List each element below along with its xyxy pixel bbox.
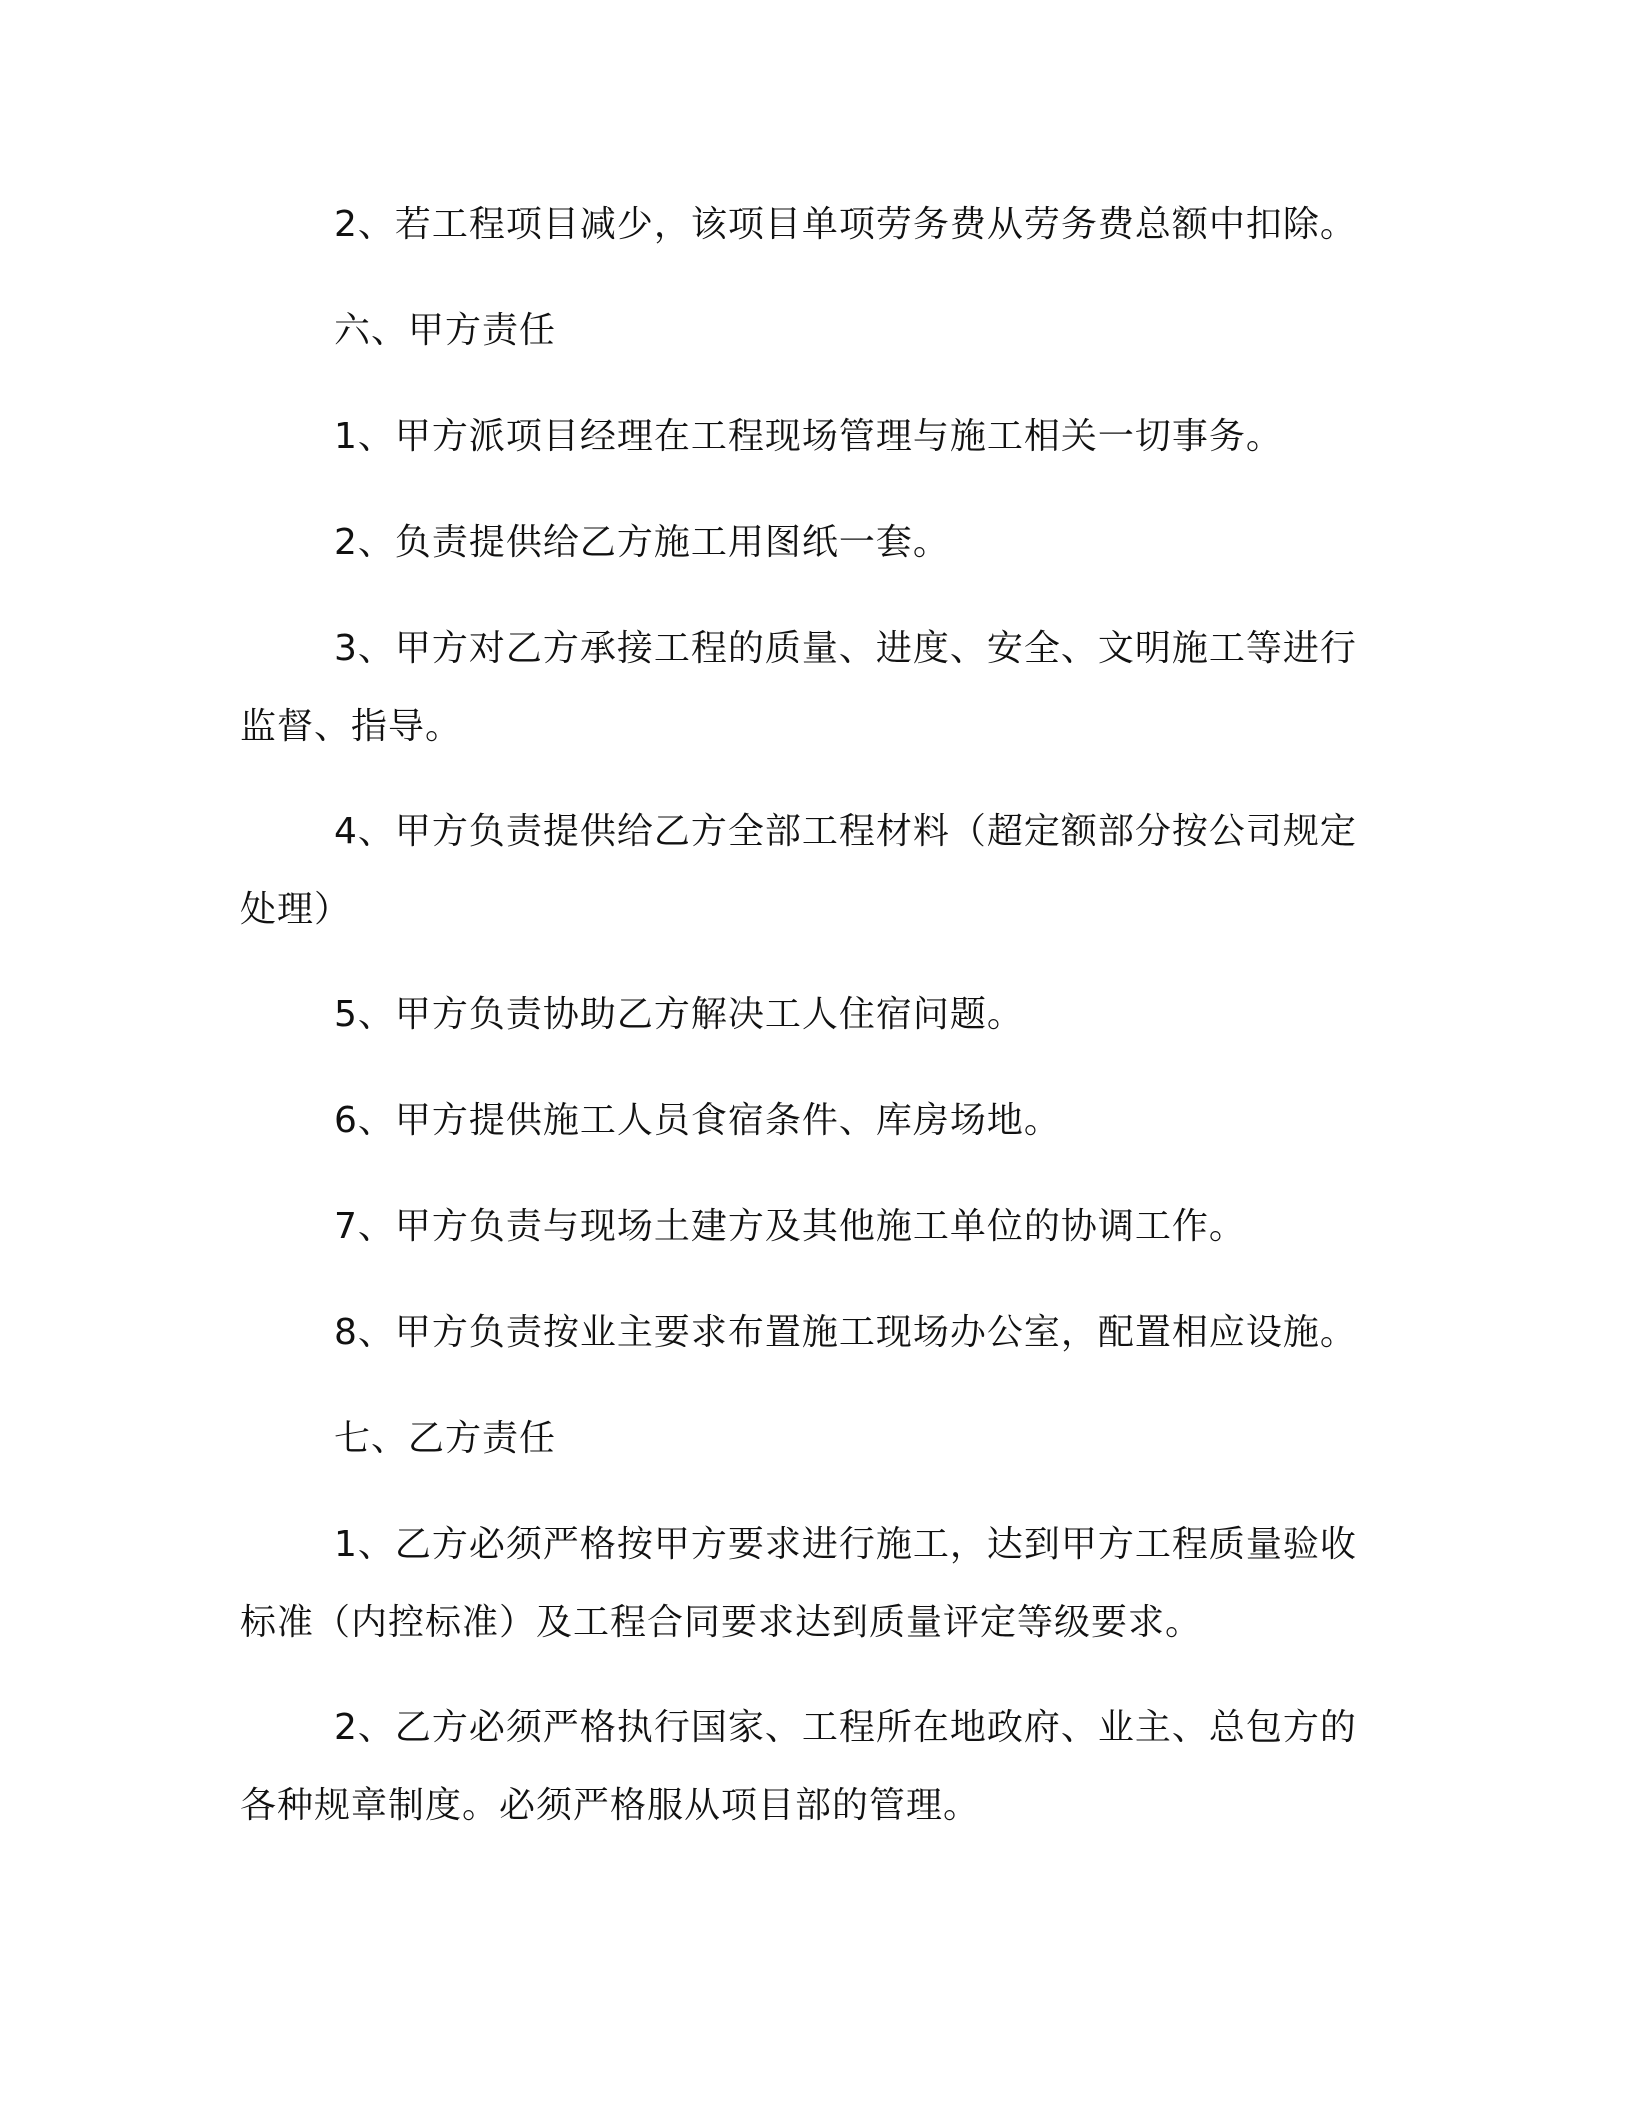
paragraph-party-a-item-3: 3、甲方对乙方承接工程的质量、进度、安全、文明施工等进行监督、指导。	[240, 628, 1357, 747]
paragraph-party-b-item-1: 1、乙方必须严格按甲方要求进行施工，达到甲方工程质量验收标准（内控标准）及工程合同要求达到质量评定等级要求。	[240, 1524, 1357, 1643]
paragraph-labor-fee-deduction: 2、若工程项目减少，该项目单项劳务费从劳务费总额中扣除。	[334, 204, 1357, 245]
paragraph-party-a-item-7: 7、甲方负责与现场土建方及其他施工单位的协调工作。	[334, 1206, 1246, 1247]
paragraph-party-b-item-2: 2、乙方必须严格执行国家、工程所在地政府、业主、总包方的各种规章制度。必须严格服从项目部的管理。	[240, 1707, 1357, 1826]
section-heading-party-b-responsibilities: 七、乙方责任	[334, 1418, 557, 1459]
document-body	[240, 186, 1360, 1845]
paragraph-party-a-item-2: 2、负责提供给乙方施工用图纸一套。	[334, 522, 950, 563]
section-heading-party-a-responsibilities: 六、甲方责任	[334, 310, 557, 351]
paragraph-party-a-item-8: 8、甲方负责按业主要求布置施工现场办公室，配置相应设施。	[334, 1312, 1357, 1353]
paragraph-party-a-item-5: 5、甲方负责协助乙方解决工人住宿问题。	[334, 994, 1024, 1035]
paragraph-party-a-item-6: 6、甲方提供施工人员食宿条件、库房场地。	[334, 1100, 1061, 1141]
paragraph-party-a-item-1: 1、甲方派项目经理在工程现场管理与施工相关一切事务。	[334, 416, 1283, 457]
paragraph-party-a-item-4: 4、甲方负责提供给乙方全部工程材料（超定额部分按公司规定处理）	[240, 811, 1357, 930]
